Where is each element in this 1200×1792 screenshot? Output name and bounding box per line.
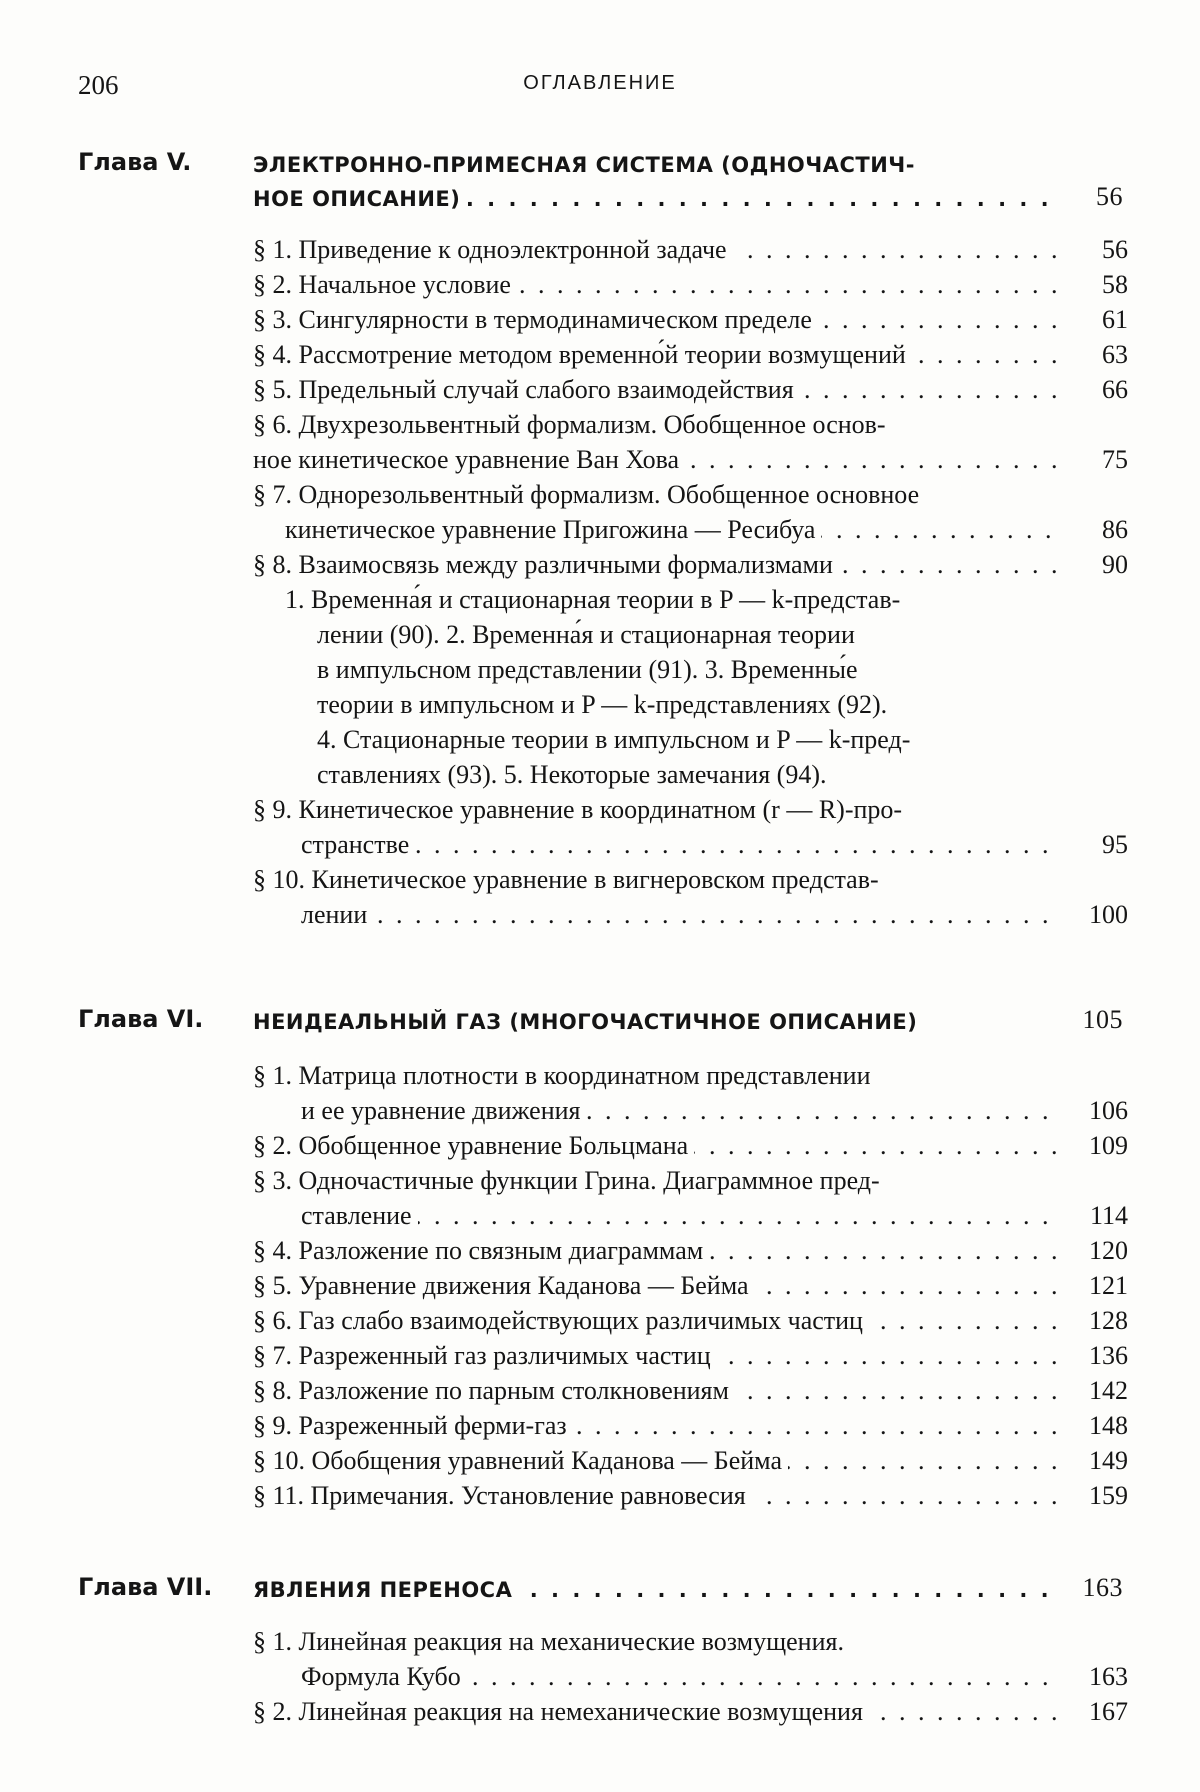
entry-text: в импульсном представлении (91). 3. Временны́е: [317, 655, 858, 684]
entry-text: § 9. Разреженный ферми-газ: [253, 1411, 573, 1440]
entry-page: 61: [1102, 305, 1128, 334]
entry-page: 114: [1089, 1201, 1128, 1230]
chapter-title-line: ЯВЛЕНИЯ ПЕРЕНОСА: [253, 1578, 518, 1602]
toc-subentries: [253, 582, 1128, 792]
entry-text: § 1. Приведение к одноэлектронной задаче: [253, 235, 733, 264]
toc-entry: [253, 1408, 1128, 1443]
toc-entry: [253, 1058, 1128, 1128]
toc-entry: [253, 547, 1128, 582]
entry-page: 56: [1102, 235, 1128, 264]
page-number: 206: [78, 70, 119, 100]
entry-text: 1. Временна́я и стационарная теории в P — k-представ-: [285, 585, 901, 614]
chapter-title: [253, 1573, 1123, 1607]
chapter-page: 163: [1082, 1573, 1123, 1602]
chapter-page: 56: [1096, 182, 1123, 211]
entry-text: ставлениях (93). 5. Некоторые замечания (94).: [317, 760, 827, 789]
entry-page: 120: [1089, 1236, 1128, 1265]
entry-text: § 8. Взаимосвязь между различными формализмами: [253, 550, 839, 579]
chapter-title-line: НЕИДЕАЛЬНЫЙ ГАЗ (МНОГОЧАСТИЧНОЕ ОПИСАНИЕ): [253, 1010, 918, 1034]
entry-page: 159: [1089, 1481, 1128, 1510]
chapter-label: Глава VI.: [78, 1005, 204, 1033]
entry-text: § 10. Обобщения уравнений Каданова — Бейма: [253, 1446, 788, 1475]
entry-page: 66: [1102, 375, 1128, 404]
running-title: ОГЛАВЛЕНИЕ: [523, 72, 677, 94]
entry-text: § 2. Обобщенное уравнение Больцмана: [253, 1131, 694, 1160]
toc-entry: [253, 267, 1128, 302]
entry-page: 86: [1102, 515, 1128, 544]
entry-page: 148: [1089, 1411, 1128, 1440]
toc-entry: [253, 302, 1128, 337]
toc-entry: [253, 1163, 1128, 1233]
entry-text: § 7. Разреженный газ различимых частиц: [253, 1341, 717, 1370]
entry-text: ное кинетическое уравнение Ван Хова: [253, 445, 685, 474]
entry-page: 58: [1102, 270, 1128, 299]
chapter-label: Глава V.: [78, 148, 192, 176]
entry-text: § 2. Линейная реакция на немеханические возмущения: [253, 1697, 869, 1726]
entry-text: § 11. Примечания. Установление равновесия: [253, 1481, 752, 1510]
entry-page: 95: [1102, 830, 1128, 859]
entry-text: § 2. Начальное условие: [253, 270, 517, 299]
toc-entry: [253, 1694, 1128, 1729]
toc-entry: [253, 1303, 1128, 1338]
chapter-5-entries: [253, 232, 1128, 932]
toc-entry: [253, 372, 1128, 407]
entry-text: ставление: [301, 1201, 418, 1230]
toc-entry: [253, 1338, 1128, 1373]
toc-entry: [253, 1443, 1128, 1478]
page-header: [78, 70, 1122, 110]
entry-page: 128: [1089, 1306, 1128, 1335]
chapter-label: Глава VII.: [78, 1573, 213, 1601]
entry-text: § 9. Кинетическое уравнение в координатном (r — R)-про-: [253, 795, 903, 824]
chapter-7-entries: [253, 1624, 1128, 1729]
toc-entry: [253, 337, 1128, 372]
entry-page: 106: [1089, 1096, 1128, 1125]
toc-entry: [253, 1233, 1128, 1268]
entry-page: 90: [1102, 550, 1128, 579]
toc-entry: [253, 1128, 1128, 1163]
chapter-title: [253, 148, 1123, 216]
chapter-page: 105: [1082, 1005, 1123, 1034]
entry-page: 163: [1089, 1662, 1128, 1691]
entry-text: § 5. Предельный случай слабого взаимодействия: [253, 375, 800, 404]
entry-page: 63: [1102, 340, 1128, 369]
entry-text: кинетическое уравнение Пригожина — Ресибуа: [285, 515, 821, 544]
entry-page: 149: [1089, 1446, 1128, 1475]
entry-page: 167: [1089, 1697, 1128, 1726]
entry-text: и ее уравнение движения: [301, 1096, 587, 1125]
entry-text: § 4. Рассмотрение методом временно́й теории возмущений: [253, 340, 912, 369]
entry-text: Формула Кубо: [301, 1662, 467, 1691]
entry-text: § 6. Газ слабо взаимодействующих различимых частиц: [253, 1306, 869, 1335]
entry-text: лении: [301, 900, 373, 929]
toc-entry: [253, 477, 1128, 547]
entry-text: § 3. Сингулярности в термодинамическом пределе: [253, 305, 818, 334]
toc-entry: [253, 407, 1128, 477]
toc-entry: [253, 1478, 1128, 1513]
entry-page: 142: [1089, 1376, 1128, 1405]
toc-entry: [253, 1624, 1128, 1694]
chapter-6-entries: [253, 1058, 1128, 1513]
entry-text: § 1. Линейная реакция на механические возмущения.: [253, 1627, 844, 1656]
entry-text: 4. Стационарные теории в импульсном и P — k-пред-: [317, 725, 911, 754]
entry-text: § 7. Однорезольвентный формализм. Обобщенное основное: [253, 480, 920, 509]
entry-page: 75: [1102, 445, 1128, 474]
entry-text: § 3. Одночастичные функции Грина. Диаграммное пред-: [253, 1166, 880, 1195]
entry-page: 109: [1089, 1131, 1128, 1160]
toc-entry: [253, 1268, 1128, 1303]
entry-page: 136: [1089, 1341, 1128, 1370]
toc-entry: [253, 862, 1128, 932]
chapter-title-line: ЭЛЕКТРОННО-ПРИМЕСНАЯ СИСТЕМА (ОДНОЧАСТИЧ-: [253, 153, 915, 177]
toc-entry: [253, 232, 1128, 267]
entry-page: 100: [1089, 900, 1128, 929]
entry-text: § 6. Двухрезольвентный формализм. Обобщенное основ-: [253, 410, 886, 439]
entry-text: § 5. Уравнение движения Каданова — Бейма: [253, 1271, 755, 1300]
entry-text: теории в импульсном и P — k-представлениях (92).: [317, 690, 888, 719]
entry-text: § 10. Кинетическое уравнение в вигнеровском представ-: [253, 865, 879, 894]
entry-text: § 4. Разложение по связным диаграммам: [253, 1236, 709, 1265]
entry-text: § 1. Матрица плотности в координатном представлении: [253, 1061, 871, 1090]
chapter-title: [253, 1005, 1123, 1039]
toc-entry: [253, 792, 1128, 862]
toc-entry: [253, 1373, 1128, 1408]
entry-text: странстве: [301, 830, 415, 859]
chapter-title-line: НОЕ ОПИСАНИЕ): [253, 187, 466, 211]
entry-text: лении (90). 2. Временна́я и стационарная теории: [317, 620, 855, 649]
entry-page: 121: [1089, 1271, 1128, 1300]
entry-text: § 8. Разложение по парным столкновениям: [253, 1376, 735, 1405]
